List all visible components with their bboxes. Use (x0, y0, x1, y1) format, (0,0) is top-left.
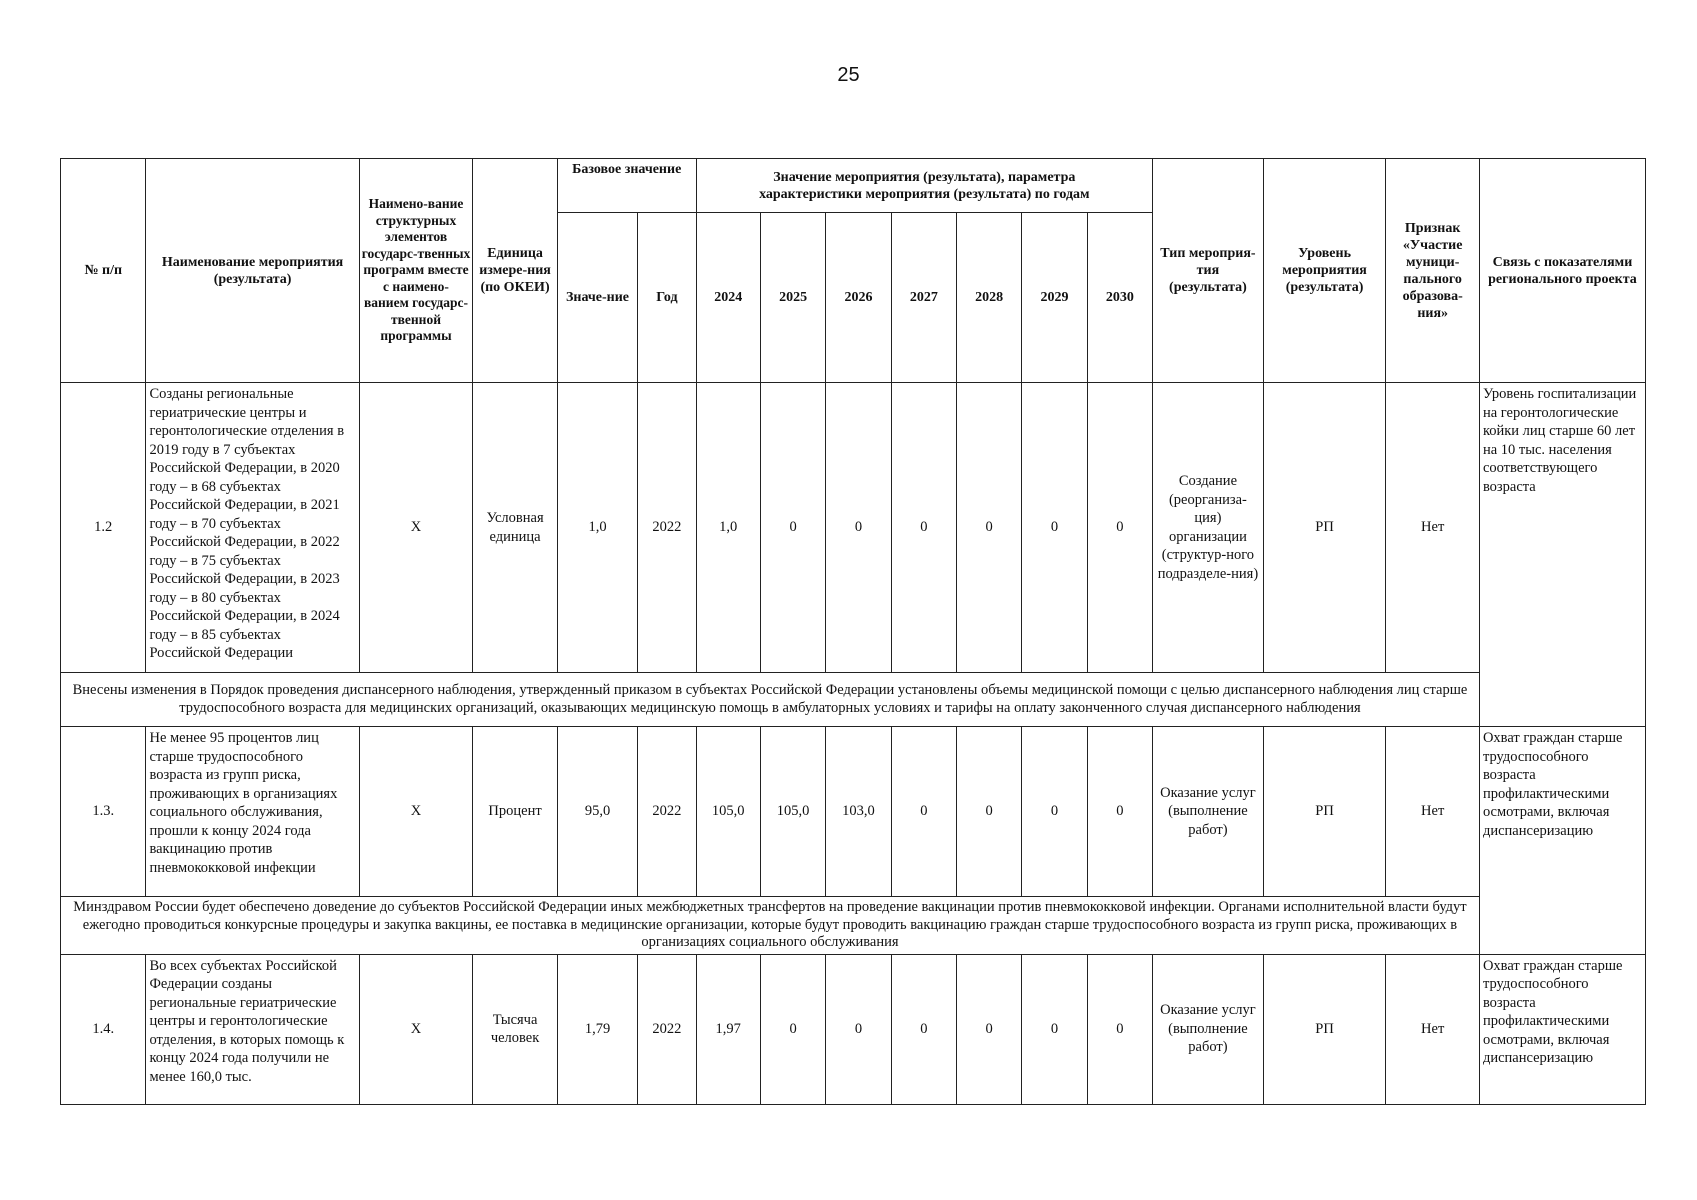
row-name: Созданы региональные гериатрические центры и геронтологические отделения в 2019 году в 7 субъектах Российской Федерации, в 2020 году – в 68 субъектах Российской Федерации, в 2021 году – в 70 субъектах Российской Федерации, в 2022 году – в 75 субъектах Российской Федерации, в 2023 году – в 80 субъектах Российской Федерации, в 2024 году – в 85 субъектах Российской Федерации (146, 383, 359, 673)
row-num: 1.2 (61, 383, 146, 673)
header-year: 2028 (957, 213, 1022, 383)
row-value: 0 (826, 383, 891, 673)
row-value: 1,0 (696, 383, 760, 673)
row-value: 0 (760, 954, 825, 1104)
row-type: Оказание услуг (выполнение работ) (1153, 727, 1264, 897)
row-num: 1.3. (61, 727, 146, 897)
header-unit: Единица измере-ния (по ОКЕИ) (473, 159, 557, 383)
table-row (61, 954, 1646, 1104)
row-municipal: Нет (1386, 727, 1480, 897)
row-base-year: 2022 (638, 383, 696, 673)
note-row (61, 673, 1646, 727)
header-num: № п/п (61, 159, 146, 383)
row-num: 1.4. (61, 954, 146, 1104)
row-base-year: 2022 (638, 954, 696, 1104)
row-value: 0 (1022, 954, 1087, 1104)
header-year: 2027 (891, 213, 956, 383)
row-link: Охват граждан старше трудоспособного возраста профилактическими осмотрами, включая диспансеризацию (1479, 954, 1645, 1104)
row-note: Внесены изменения в Порядок проведения диспансерного наблюдения, утвержденный приказом в субъектах Российской Федерации установлены объемы медицинской помощи с целью диспансерного наблюдения лиц старше трудоспособного возраста для медицинских организаций, оказывающих медицинскую помощь в амбулаторных условиях и тарифы на оплату законченного случая диспансерного наблюдения (61, 673, 1480, 727)
table-row (61, 383, 1646, 673)
row-base-year: 2022 (638, 727, 696, 897)
header-year: 2026 (826, 213, 891, 383)
row-value: 0 (957, 727, 1022, 897)
row-structural: X (359, 383, 473, 673)
header-base-value: Значе-ние (557, 213, 637, 383)
row-link: Уровень госпитализации на геронтологические койки лиц старше 60 лет на 10 тыс. населения соответствующего возраста (1479, 383, 1645, 727)
header-year: 2029 (1022, 213, 1087, 383)
row-unit: Процент (473, 727, 557, 897)
row-level: РП (1263, 954, 1386, 1104)
row-name: Не менее 95 процентов лиц старше трудоспособного возраста из групп риска, проживающих в организациях социального обслуживания, прошли к концу 2024 года вакцинацию против пневмококковой инфекции (146, 727, 359, 897)
header-years-group: Значение мероприятия (результата), параметра характеристики мероприятия (результата) по годам (696, 159, 1153, 213)
row-value: 0 (1087, 727, 1152, 897)
row-level: РП (1263, 727, 1386, 897)
row-value: 0 (760, 383, 825, 673)
row-base-value: 95,0 (557, 727, 637, 897)
row-unit: Тысяча человек (473, 954, 557, 1104)
table-row (61, 727, 1646, 897)
row-municipal: Нет (1386, 383, 1480, 673)
row-value: 0 (826, 954, 891, 1104)
row-value: 0 (891, 383, 956, 673)
row-level: РП (1263, 383, 1386, 673)
row-value: 0 (957, 954, 1022, 1104)
row-value: 1,97 (696, 954, 760, 1104)
row-link: Охват граждан старше трудоспособного возраста профилактическими осмотрами, включая диспансеризацию (1479, 727, 1645, 955)
row-type: Создание (реорганиза-ция) организации (структур-ного подразделе-ния) (1153, 383, 1264, 673)
header-link: Связь с показателями регионального проекта (1479, 159, 1645, 383)
row-value: 0 (1022, 383, 1087, 673)
row-note: Минздравом России будет обеспечено доведение до субъектов Российской Федерации иных межбюджетных трансфертов на проведение вакцинации против пневмококковой инфекции. Органами исполнительной власти будут ежегодно проводиться конкурсные процедуры и закупка вакцины, ее поставка в медицинские организации, которые будут проводить вакцинацию граждан старше трудоспособного возраста из групп риска, проживающих в организациях социального обслуживания (61, 897, 1480, 955)
row-value: 105,0 (696, 727, 760, 897)
row-value: 0 (1087, 383, 1152, 673)
row-value: 0 (957, 383, 1022, 673)
row-base-value: 1,79 (557, 954, 637, 1104)
page-number: 25 (837, 64, 860, 86)
header-base-group: Базовое значение (557, 159, 696, 213)
header-year: 2024 (696, 213, 760, 383)
events-table (60, 158, 1646, 1105)
row-value: 0 (891, 954, 956, 1104)
header-type: Тип мероприя-тия (результата) (1153, 159, 1264, 383)
header-name: Наименование мероприятия (результата) (146, 159, 359, 383)
row-structural: X (359, 727, 473, 897)
row-structural: X (359, 954, 473, 1104)
row-unit: Условная единица (473, 383, 557, 673)
row-type: Оказание услуг (выполнение работ) (1153, 954, 1264, 1104)
row-name: Во всех субъектах Российской Федерации созданы региональные гериатрические центры и геронтологические отделения, в которых помощь к концу 2024 года получили не менее 160,0 тыс. (146, 954, 359, 1104)
header-structural: Наимено-вание структурных элементов государс-твенных программ вместе с наимено-ванием государс-твенной программы (359, 159, 473, 383)
row-base-value: 1,0 (557, 383, 637, 673)
row-value: 105,0 (760, 727, 825, 897)
note-row (61, 897, 1646, 955)
header-base-year: Год (638, 213, 696, 383)
header-municipal: Признак «Участие муници-пального образова-ния» (1386, 159, 1480, 383)
row-value: 0 (1087, 954, 1152, 1104)
header-year: 2030 (1087, 213, 1152, 383)
row-value: 103,0 (826, 727, 891, 897)
header-year: 2025 (760, 213, 825, 383)
row-value: 0 (891, 727, 956, 897)
row-value: 0 (1022, 727, 1087, 897)
row-municipal: Нет (1386, 954, 1480, 1104)
header-level: Уровень мероприятия (результата) (1263, 159, 1386, 383)
